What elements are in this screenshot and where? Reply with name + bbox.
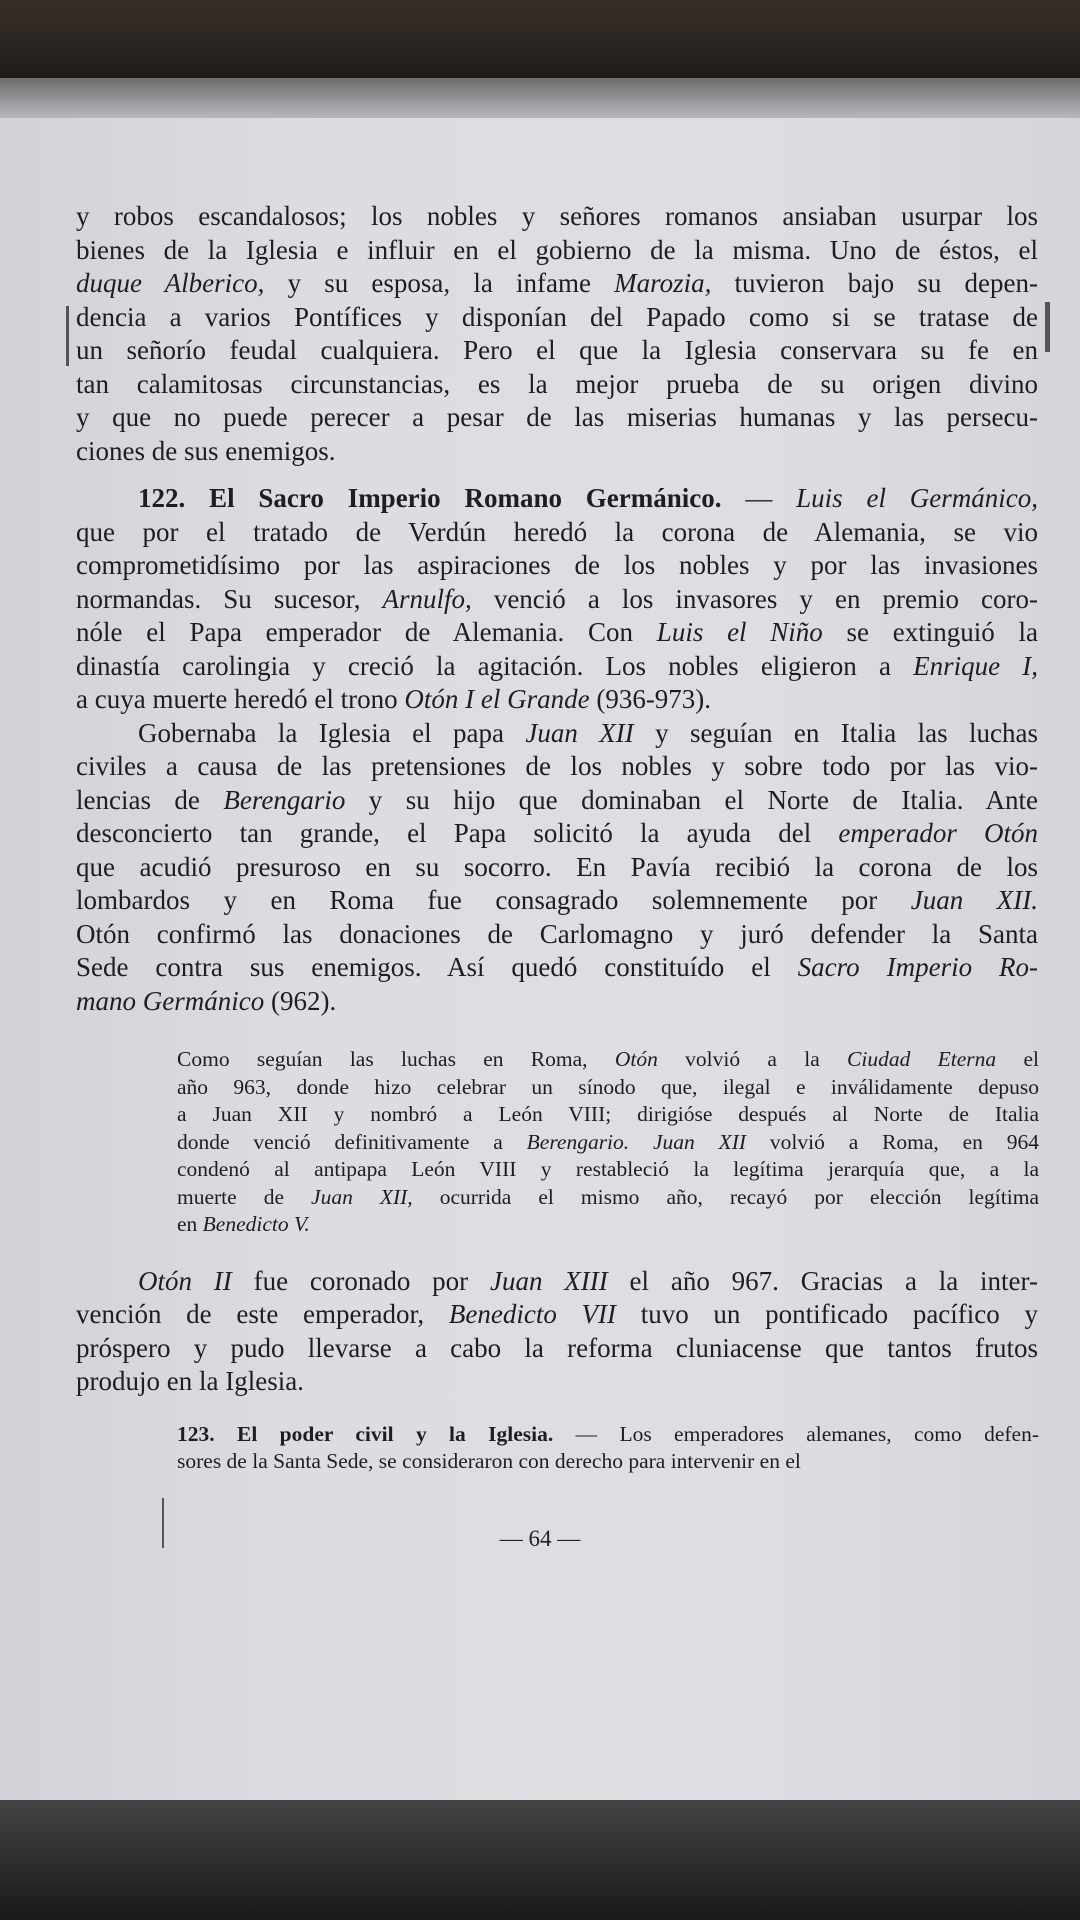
paragraph	[76, 482, 1038, 717]
text-run: normandas. Su sucesor,	[76, 583, 383, 614]
background-top	[0, 0, 1080, 80]
text-line	[76, 482, 1038, 516]
text-line	[76, 616, 1038, 650]
text-run: se extinguió la	[822, 617, 1039, 647]
text-line	[76, 1298, 1038, 1332]
text-line	[76, 234, 1038, 268]
paragraphs	[0, 200, 1080, 1476]
text-line	[76, 750, 1038, 784]
text-line	[76, 784, 1038, 818]
text-run: emperador Otón	[838, 818, 1038, 848]
text-run: dinastía carolingia y creció la agitación. Los nobles eligieron a	[76, 650, 914, 681]
page-number: — 64 —	[499, 1525, 581, 1551]
text-run: — Los emperadores alemanes, como defen-	[553, 1421, 1039, 1446]
text-run: mano Germánico	[76, 985, 265, 1016]
text-run: desconcierto tan grande, el Papa solicitó la ayuda del	[76, 818, 839, 848]
text-line	[177, 1421, 1039, 1449]
text-line	[76, 817, 1038, 851]
text-line	[76, 683, 1038, 717]
text-run: sores de la Santa Sede, se consideraron con derecho para intervenir en el	[177, 1449, 801, 1473]
text-run: Gobernaba la Iglesia el papa	[138, 717, 526, 748]
text-run: Berengario	[223, 784, 346, 815]
text-run: Juan XII,	[311, 1184, 413, 1209]
text-run: Juan XIII	[489, 1265, 608, 1296]
text-line	[76, 1332, 1038, 1366]
text-run: 123. El poder civil y la Iglesia.	[177, 1421, 554, 1446]
text-run: Otón I el Grande	[404, 684, 590, 714]
text-run: y que no puede perecer a pesar de las miserias humanas y las persecu-	[76, 402, 1038, 432]
text-line	[76, 200, 1038, 234]
text-run: Ciudad Eterna	[847, 1047, 997, 1071]
text-run: en	[177, 1212, 203, 1236]
text-run: donde venció definitivamente a	[177, 1129, 527, 1154]
text-run: condenó al antipapa León VIII y restableció la legítima jerarquía que, a la	[177, 1157, 1039, 1181]
text-line	[76, 951, 1038, 985]
page-shadow	[0, 78, 1080, 118]
text-run: (936-973).	[589, 684, 712, 714]
text-run: y robos escandalosos; los nobles y señores romanos ansiaban usurpar los	[76, 201, 1038, 231]
text-run: civiles a causa de las pretensiones de los nobles y sobre todo por las vio-	[76, 751, 1038, 781]
text-line	[76, 267, 1038, 301]
text-run: el	[996, 1047, 1039, 1071]
text-run: Marozia,	[614, 268, 712, 298]
text-run: Juan XII.	[910, 885, 1038, 915]
text-line	[76, 1265, 1038, 1299]
text-run: tuvo un pontificado pacífico y	[616, 1299, 1038, 1329]
text-run: dencia a varios Pontífices y disponían del Papado como si se tratase de	[76, 301, 1038, 332]
text-line	[177, 1448, 1039, 1476]
text-run: bienes de la Iglesia e influir en el gobierno de la misma. Uno de éstos, el	[76, 234, 1038, 265]
text-run: próspero y pudo llevarse a cabo la reforma cluniacense que tantos frutos	[76, 1332, 1038, 1363]
text-run: muerte de	[177, 1184, 312, 1209]
text-run: vención de este emperador,	[76, 1299, 449, 1329]
text-line	[177, 1101, 1039, 1129]
text-line	[76, 851, 1038, 885]
text-run: fue coronado por	[231, 1265, 490, 1296]
text-line	[177, 1129, 1039, 1157]
text-run: Luis el Niño	[656, 617, 823, 647]
text-line	[76, 368, 1038, 402]
text-run: Arnulfo,	[382, 583, 472, 614]
text-run: a Juan XII y nombró a León VIII; dirigióse después al Norte de Italia	[177, 1102, 1039, 1126]
text-line	[76, 401, 1038, 435]
text-run: venció a los invasores y en premio coro-	[471, 583, 1038, 614]
text-run: y seguían en Italia las luchas	[633, 717, 1038, 748]
text-run: —	[721, 483, 797, 513]
text-line	[76, 301, 1038, 335]
text-line	[76, 717, 1038, 751]
page-text	[0, 200, 1080, 1552]
text-run: un señorío feudal cualquiera. Pero el que la Iglesia conservara su fe en	[76, 335, 1038, 365]
text-line	[177, 1211, 1039, 1239]
text-run: que acudió presuroso en su socorro. En Pavía recibió la corona de los	[76, 851, 1038, 882]
text-line	[76, 650, 1038, 684]
text-line	[76, 918, 1038, 952]
text-run: y su hijo que dominaban el Norte de Italia. Ante	[345, 784, 1038, 815]
text-run: comprometidísimo por las aspiraciones de los nobles y por las invasiones	[76, 550, 1038, 580]
text-run: lencias de	[76, 784, 224, 815]
text-run: Juan XII	[525, 717, 634, 748]
text-line	[76, 884, 1038, 918]
text-run: ocurrida el mismo año, recayó por elección legítima	[412, 1184, 1039, 1209]
text-run: Otón confirmó las donaciones de Carlomagno y juró defender la Santa	[76, 918, 1038, 949]
text-run: a cuya muerte heredó el trono	[76, 684, 405, 714]
text-run: 122. El Sacro Imperio Romano Germánico.	[138, 483, 722, 513]
text-line	[76, 549, 1038, 583]
text-run: Sacro Imperio Ro-	[797, 952, 1038, 982]
text-line	[177, 1156, 1039, 1184]
text-run: nóle el Papa emperador de Alemania. Con	[76, 617, 657, 647]
text-line	[177, 1046, 1039, 1074]
text-run: volvió a Roma, en 964	[746, 1129, 1040, 1154]
text-line	[76, 435, 1038, 469]
text-line	[76, 516, 1038, 550]
text-run: Como seguían las luchas en Roma,	[177, 1047, 615, 1071]
text-run: tan calamitosas circunstancias, es la mejor prueba de su origen divino	[76, 368, 1038, 399]
text-line	[76, 334, 1038, 368]
paragraph	[76, 717, 1038, 1019]
text-line	[177, 1074, 1039, 1102]
text-run: duque Alberico,	[76, 268, 265, 298]
text-run: produjo en la Iglesia.	[76, 1366, 304, 1396]
text-run: Berengario. Juan XII	[526, 1129, 747, 1154]
text-run: Enrique I,	[913, 650, 1038, 681]
text-run: tuvieron bajo su depen-	[711, 268, 1038, 298]
background-bottom	[0, 1800, 1080, 1920]
text-line	[76, 985, 1038, 1019]
text-line	[76, 1365, 1038, 1399]
text-run: lombardos y en Roma fue consagrado solemnemente por	[76, 885, 911, 915]
paragraph	[177, 1421, 1039, 1476]
paragraph	[76, 1265, 1038, 1399]
text-run: Benedicto VII	[448, 1299, 617, 1329]
text-run: Otón II	[138, 1265, 232, 1296]
paragraph	[76, 200, 1038, 468]
text-line	[177, 1184, 1039, 1212]
text-run: y su esposa, la infame	[264, 268, 615, 298]
text-run: año 963, donde hizo celebrar un sínodo que, ilegal e inválidamente depuso	[177, 1074, 1039, 1099]
paragraph	[177, 1046, 1039, 1239]
text-run: el año 967. Gracias a la inter-	[607, 1265, 1038, 1296]
text-run: Sede contra sus enemigos. Así quedó constituído el	[76, 952, 798, 982]
text-run: (962).	[264, 985, 337, 1016]
text-run: que por el tratado de Verdún heredó la corona de Alemania, se vio	[76, 516, 1038, 547]
text-run: Luis el Germánico,	[796, 483, 1038, 513]
text-run: Benedicto V.	[202, 1212, 310, 1236]
text-run: ciones de sus enemigos.	[76, 435, 336, 466]
text-run: volvió a la	[657, 1047, 848, 1071]
text-line	[76, 583, 1038, 617]
text-run: Otón	[614, 1047, 658, 1071]
